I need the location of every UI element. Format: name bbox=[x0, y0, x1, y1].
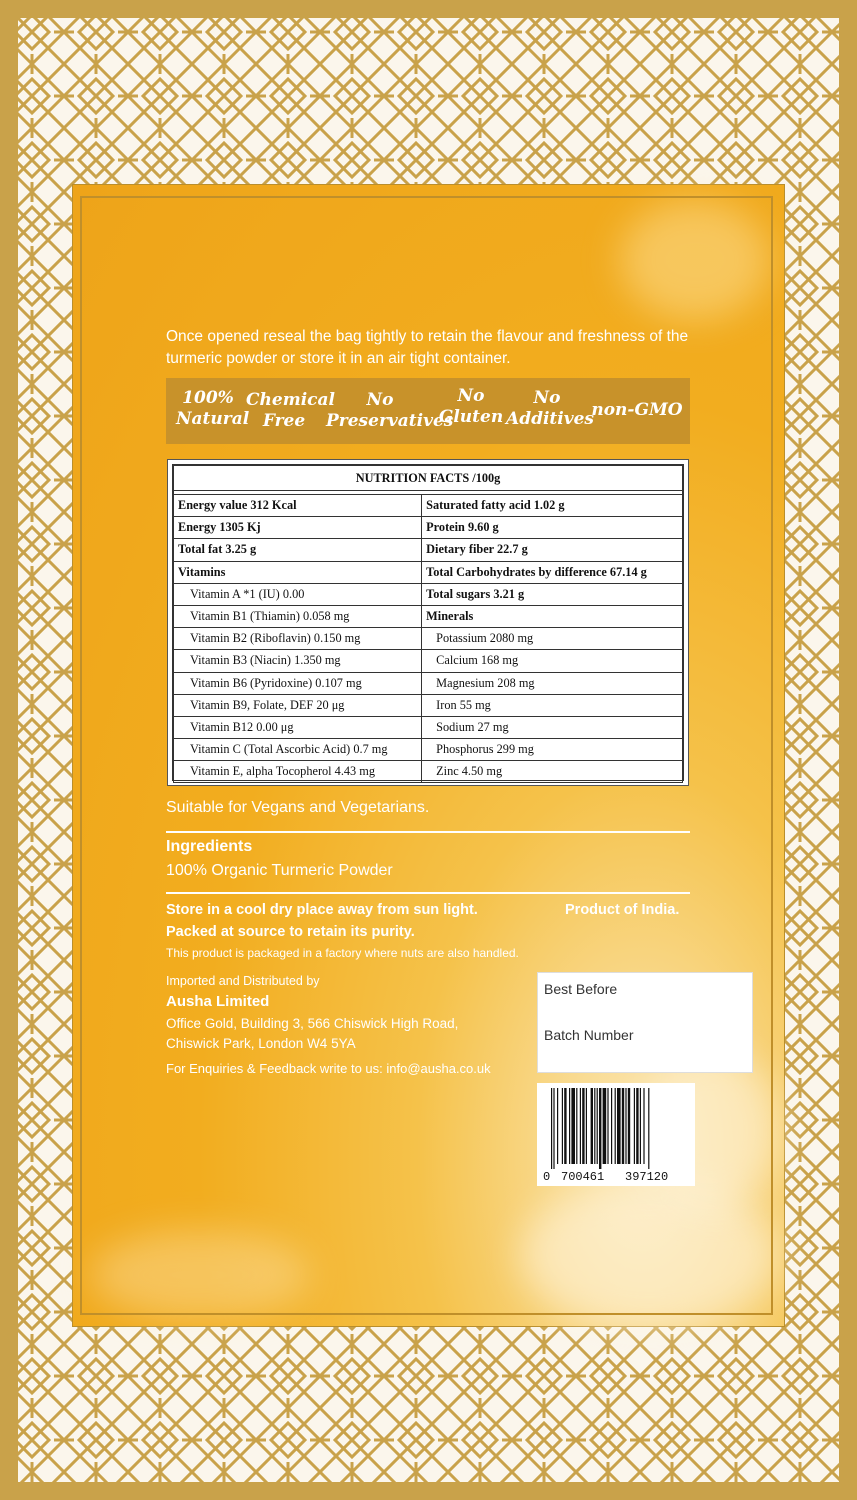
nutrition-facts-table bbox=[167, 459, 689, 786]
barcode-bar bbox=[551, 1088, 552, 1169]
table-row bbox=[174, 716, 683, 738]
barcode-bar bbox=[597, 1088, 598, 1164]
divider bbox=[166, 892, 690, 894]
nutrition-cell: Magnesium 208 mg bbox=[422, 672, 683, 694]
barcode-bar bbox=[576, 1088, 577, 1164]
barcode-bar bbox=[591, 1088, 593, 1164]
barcode-bar bbox=[611, 1088, 612, 1164]
badge-no-additives bbox=[506, 388, 594, 430]
table-row bbox=[174, 583, 683, 605]
nutrition-cell: Iron 55 mg bbox=[422, 694, 683, 716]
nutrition-cell: Vitamin B3 (Niacin) 1.350 mg bbox=[174, 650, 422, 672]
table-row bbox=[174, 495, 683, 517]
barcode-bar bbox=[648, 1088, 649, 1169]
table-row bbox=[174, 650, 683, 672]
distributor-address-line1: Office Gold, Building 3, 566 Chiswick High Road, bbox=[166, 1016, 459, 1031]
contact-text: For Enquiries & Feedback write to us: info@ausha.co.uk bbox=[166, 1061, 491, 1076]
nutrition-cell: Vitamin B9, Folate, DEF 20 μg bbox=[174, 694, 422, 716]
nutrition-cell: Energy 1305 Kj bbox=[174, 517, 422, 539]
nutrition-cell: Vitamin B6 (Pyridoxine) 0.107 mg bbox=[174, 672, 422, 694]
badge-no-preservatives-line2: Preservatives bbox=[326, 411, 454, 431]
barcode-bars bbox=[551, 1088, 683, 1169]
badge-no-preservatives-line1: No bbox=[366, 390, 394, 410]
badge-chemical-free-line2: Free bbox=[262, 411, 306, 431]
barcode-bar bbox=[643, 1088, 644, 1164]
table-row bbox=[174, 517, 683, 539]
barcode-bar bbox=[625, 1088, 626, 1164]
batch-number-label: Batch Number bbox=[544, 1027, 634, 1043]
badge-no-gluten-line1: No bbox=[457, 386, 485, 406]
barcode-bar bbox=[557, 1088, 558, 1164]
barcode-bar bbox=[586, 1088, 587, 1164]
barcode-bar bbox=[594, 1088, 595, 1164]
table-row bbox=[174, 761, 683, 783]
origin-text: Product of India. bbox=[565, 902, 680, 918]
barcode-bar bbox=[562, 1088, 563, 1164]
badge-chemical-free bbox=[246, 390, 335, 432]
nutrition-cell: Vitamin C (Total Ascorbic Acid) 0.7 mg bbox=[174, 739, 422, 761]
suitable-for-text: Suitable for Vegans and Vegetarians. bbox=[166, 799, 430, 816]
storage-instruction-text: Once opened reseal the bag tightly to retain the flavour and freshness of the turmeric powder or store it in an air tight container. bbox=[166, 328, 689, 367]
nutrition-cell: Vitamins bbox=[174, 561, 422, 583]
badge-chemical-free-line1: Chemical bbox=[246, 390, 335, 410]
nutrition-cell: Phosphorus 299 mg bbox=[422, 739, 683, 761]
badge-non-gmo bbox=[590, 400, 684, 421]
nutrition-cell: Vitamin E, alpha Tocopherol 4.43 mg bbox=[174, 761, 422, 783]
barcode-bar bbox=[622, 1088, 624, 1164]
table-row bbox=[174, 539, 683, 561]
nutrition-cell: Energy value 312 Kcal bbox=[174, 495, 422, 517]
purity-line: Packed at source to retain its purity. bbox=[166, 924, 415, 940]
nutrition-cell: Total sugars 3.21 g bbox=[422, 583, 683, 605]
badge-no-gluten bbox=[438, 386, 504, 428]
decorative-mist bbox=[90, 1230, 310, 1320]
barcode-bar bbox=[615, 1088, 616, 1164]
badge-natural-line1: 100% bbox=[182, 388, 234, 408]
nutrition-cell: Dietary fiber 22.7 g bbox=[422, 539, 683, 561]
nutrition-cell: Vitamin B1 (Thiamin) 0.058 mg bbox=[174, 605, 422, 627]
table-row bbox=[174, 694, 683, 716]
badge-no-preservatives bbox=[326, 390, 454, 432]
ingredients-text: 100% Organic Turmeric Powder bbox=[166, 862, 393, 879]
barcode-group-left: 700461 bbox=[561, 1170, 605, 1184]
table-row bbox=[174, 739, 683, 761]
divider bbox=[166, 831, 690, 833]
best-before-batch-box bbox=[537, 972, 753, 1073]
nutrition-cell: Calcium 168 mg bbox=[422, 650, 683, 672]
nutrition-title: NUTRITION FACTS /100g bbox=[174, 466, 683, 491]
barcode-bar bbox=[580, 1088, 581, 1164]
distributor-name: Ausha Limited bbox=[166, 993, 270, 1010]
nutrition-cell: Saturated fatty acid 1.02 g bbox=[422, 495, 683, 517]
distributor-label: Imported and Distributed by bbox=[166, 974, 320, 988]
table-row bbox=[174, 628, 683, 650]
barcode-bar bbox=[564, 1088, 566, 1164]
barcode-bar bbox=[569, 1088, 570, 1164]
best-before-label: Best Before bbox=[544, 981, 618, 997]
barcode-bar bbox=[571, 1088, 575, 1164]
nutrition-cell: Protein 9.60 g bbox=[422, 517, 683, 539]
table-row bbox=[174, 672, 683, 694]
nutrition-cell: Minerals bbox=[422, 605, 683, 627]
barcode-bar bbox=[617, 1088, 621, 1164]
decorative-mist bbox=[520, 1180, 780, 1330]
barcode-group-right: 397120 bbox=[625, 1170, 669, 1184]
badge-natural bbox=[176, 388, 250, 430]
nutrition-cell: Potassium 2080 mg bbox=[422, 628, 683, 650]
badge-no-additives-line2: Additives bbox=[506, 409, 594, 429]
barcode-bar bbox=[553, 1088, 554, 1169]
badge-non-gmo-line1: non-GMO bbox=[591, 400, 683, 420]
ingredients-heading: Ingredients bbox=[166, 838, 253, 855]
table-row bbox=[174, 605, 683, 627]
badge-no-gluten-line2: Gluten bbox=[438, 407, 504, 427]
badge-no-additives-line1: No bbox=[533, 388, 561, 408]
allergen-notice: This product is packaged in a factory where nuts are also handled. bbox=[166, 946, 519, 960]
barcode-bar bbox=[603, 1088, 607, 1164]
barcode-bar bbox=[628, 1088, 630, 1164]
barcode-bar bbox=[607, 1088, 608, 1164]
barcode bbox=[537, 1083, 695, 1186]
claims-badge-bar bbox=[166, 378, 690, 444]
nutrition-cell: Vitamin B2 (Riboflavin) 0.150 mg bbox=[174, 628, 422, 650]
barcode-bar bbox=[640, 1088, 641, 1164]
nutrition-cell: Zinc 4.50 mg bbox=[422, 761, 683, 783]
nutrition-cell: Total fat 3.25 g bbox=[174, 539, 422, 561]
barcode-first-digit: 0 bbox=[543, 1170, 551, 1184]
nutrition-cell: Vitamin B12 0.00 μg bbox=[174, 716, 422, 738]
nutrition-cell: Sodium 27 mg bbox=[422, 716, 683, 738]
barcode-bar bbox=[582, 1088, 584, 1164]
storage-line: Store in a cool dry place away from sun light. bbox=[166, 902, 478, 918]
barcode-bar bbox=[634, 1088, 635, 1164]
nutrition-cell: Total Carbohydrates by difference 67.14 g bbox=[422, 561, 683, 583]
table-row bbox=[174, 561, 683, 583]
badge-natural-line2: Natural bbox=[176, 409, 250, 429]
nutrition-cell: Vitamin A *1 (IU) 0.00 bbox=[174, 583, 422, 605]
barcode-bar bbox=[599, 1088, 601, 1169]
distributor-address-line2: Chiswick Park, London W4 5YA bbox=[166, 1036, 356, 1051]
decorative-mist bbox=[620, 200, 770, 320]
barcode-bar bbox=[636, 1088, 638, 1164]
